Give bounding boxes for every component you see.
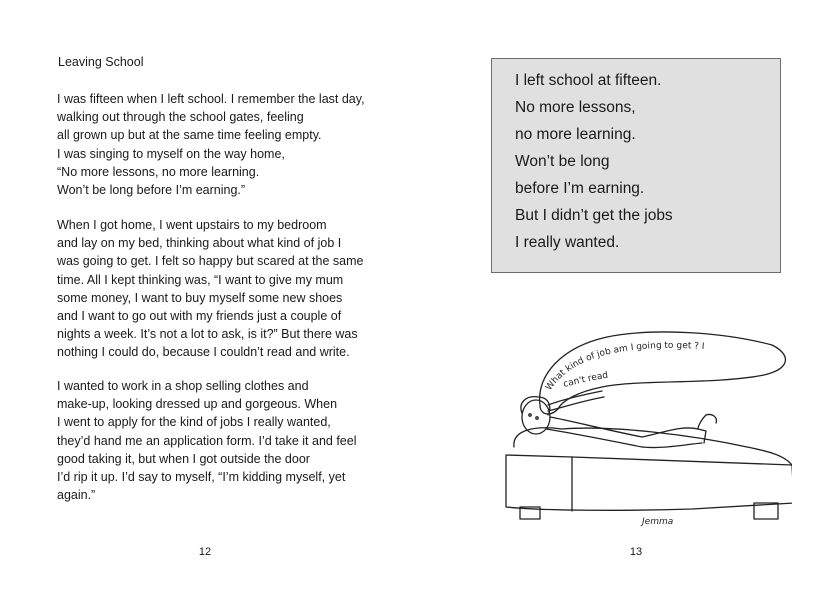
poem xyxy=(515,67,673,256)
right-page xyxy=(419,0,839,595)
poem-line: No more lessons, xyxy=(515,99,636,116)
text-line: I wanted to work in a shop selling clothes and xyxy=(57,379,309,393)
text-line: was going to get. I felt so happy but scared at the same xyxy=(57,254,364,269)
page-number-right: 13 xyxy=(629,546,643,558)
paragraph-2 xyxy=(57,216,377,362)
text-line: I was singing to myself on the way home, xyxy=(57,146,285,161)
text-line: I went to apply for the kind of jobs I really wanted, xyxy=(57,415,331,430)
speech-line-1: What kind of job am I going to get ? I xyxy=(544,340,705,393)
text-line: Won’t be long before I’m earning.” xyxy=(57,183,246,198)
text-line: time. All I kept thinking was, “I want to give my mum xyxy=(57,272,344,287)
text-line: walking out through the school gates, feeling xyxy=(57,110,304,125)
text-line: and I want to go out with my friends just a couple of xyxy=(57,309,342,324)
text-line: nights a week. It’s not a lot to ask, is it?” But there was xyxy=(57,327,358,342)
poem-line: But I didn’t get the jobs xyxy=(515,207,673,224)
speech-line-2: can't read xyxy=(562,370,609,390)
text-line: I’d rip it up. I’d say to myself, “I’m kidding myself, yet xyxy=(57,470,346,485)
page-number-left: 12 xyxy=(198,546,212,558)
text-line: and lay on my bed, thinking about what kind of job I xyxy=(57,236,342,251)
text-line: “No more lessons, no more learning. xyxy=(57,164,260,179)
signature: Jemma xyxy=(642,517,674,527)
text-line: good taking it, but when I got outside the door xyxy=(57,451,310,466)
text-line: nothing I could do, because I couldn’t read and write. xyxy=(57,345,350,360)
text-line: again.” xyxy=(57,488,96,503)
bed-front xyxy=(506,455,792,510)
poem-line: no more learning. xyxy=(515,126,636,143)
paragraph-3 xyxy=(57,377,377,504)
poem-line: I left school at fifteen. xyxy=(515,72,662,89)
poem-line: Won’t be long xyxy=(515,153,610,170)
text-line: make-up, looking dressed up and gorgeous. When xyxy=(57,397,338,412)
poem-line: before I’m earning. xyxy=(515,180,645,197)
text-line: some money, I want to buy myself some new shoes xyxy=(57,290,343,305)
poem-line: I really wanted. xyxy=(515,234,620,251)
chapter-title: Leaving School xyxy=(58,55,144,69)
text-line: When I got home, I went upstairs to my bedroom xyxy=(57,218,327,232)
poem-box xyxy=(491,58,781,273)
text-line: I was fifteen when I left school. I remember the last day, xyxy=(57,92,365,106)
paragraph-1 xyxy=(57,90,377,199)
illustration-girl-on-bed xyxy=(492,325,792,530)
text-line: they’d hand me an application form. I’d take it and feel xyxy=(57,433,357,448)
text-line: all grown up but at the same time feeling empty. xyxy=(57,128,322,143)
left-page xyxy=(0,0,419,595)
